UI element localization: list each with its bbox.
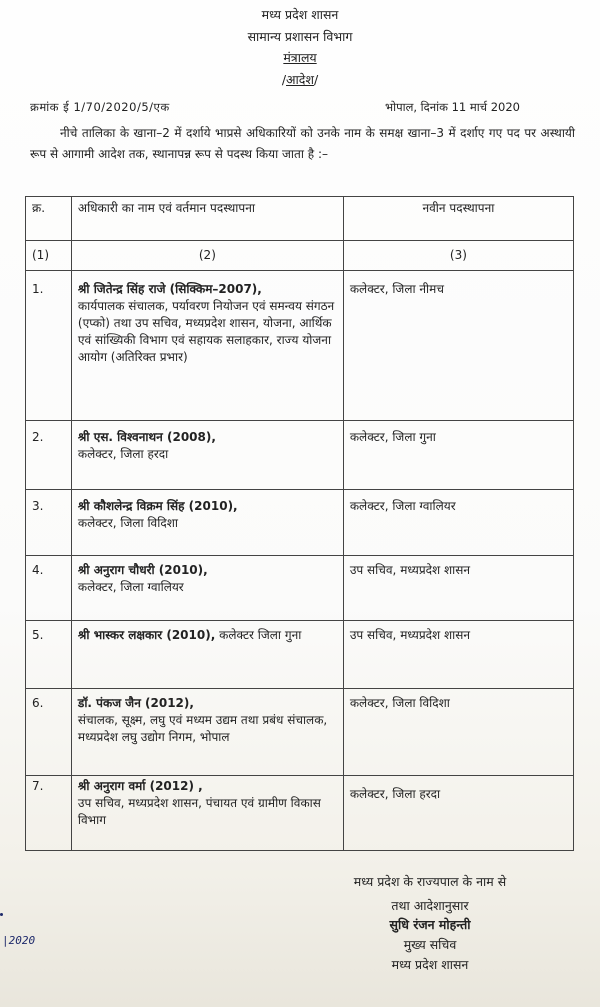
header-ministry — [0, 50, 600, 66]
table-header-row — [26, 197, 574, 241]
row-sno: 5. — [26, 621, 72, 689]
officer-name: श्री एस. विश्वनाथन (2008), — [77, 430, 216, 444]
officer-cell — [71, 556, 343, 621]
paragraph-text: नीचे तालिका के खाना–2 में दर्शाये भाप्रसे अधिकारियों को उनके नाम के समक्ष खाना–3 में दर्शाए गए पद पर अस्थायी रूप से आगामी आदेश तक, स्थानापन्न रूप से पदस्थ किया जाता है :– — [30, 126, 575, 161]
signatory-designation: मुख्य सचिव — [403, 937, 457, 952]
officer-cell — [71, 776, 343, 851]
new-posting: उप सचिव, मध्यप्रदेश शासन — [343, 556, 573, 621]
officer-name: श्री अनुराग चौधरी (2010), — [77, 563, 208, 577]
handwritten-mark — [0, 913, 3, 916]
postings-table — [25, 196, 574, 851]
officer-cell — [71, 689, 343, 776]
header-order-title — [0, 72, 600, 88]
row-sno: 4. — [26, 556, 72, 621]
current-posting: संचालक, सूक्ष्म, लघु एवं मध्यम उद्यम तथा प्रबंध संचालक, मध्यप्रदेश लघु उद्योग निगम, भोपाल — [77, 713, 328, 744]
new-posting: कलेक्टर, जिला विदिशा — [343, 689, 573, 776]
table-row — [26, 556, 574, 621]
ministry-label: मंत्रालय — [283, 50, 317, 65]
order-title: आदेश — [286, 72, 314, 87]
signature-order-line: तथा आदेशानुसार — [391, 898, 469, 913]
row-sno: 7. — [26, 776, 72, 851]
signatory-office: मध्य प्रदेश शासन — [391, 957, 469, 972]
officer-name: श्री भास्कर लक्षकार (2010), — [77, 628, 216, 642]
officer-name: श्री अनुराग वर्मा (2012) , — [77, 779, 203, 793]
new-posting: कलेक्टर, जिला हरदा — [343, 776, 573, 851]
officer-cell — [71, 621, 343, 689]
row-sno: 3. — [26, 490, 72, 556]
row-sno: 2. — [26, 421, 72, 490]
current-posting: कलेक्टर, जिला ग्वालियर — [77, 580, 184, 594]
signatory-name: सुधि रंजन मोहन्ती — [389, 917, 471, 932]
place-date: भोपाल, दिनांक 11 मार्च 2020 — [385, 100, 520, 114]
order-paragraph — [30, 123, 575, 165]
table-row — [26, 689, 574, 776]
header-new-posting: नवीन पदस्थापना — [343, 197, 573, 241]
table-row — [26, 621, 574, 689]
officer-name: श्री कौशलेन्द्र विक्रम सिंह (2010), — [77, 499, 238, 513]
slash-left: / — [281, 72, 287, 87]
header-officer: अधिकारी का नाम एवं वर्तमान पदस्थापना — [71, 197, 343, 241]
table-row — [26, 776, 574, 851]
header-department: सामान्य प्रशासन विभाग — [247, 29, 353, 44]
current-posting: कलेक्टर जिला गुना — [219, 628, 302, 642]
header-sno: क्र. — [26, 197, 72, 241]
officer-cell — [71, 271, 343, 421]
new-posting: कलेक्टर, जिला गुना — [343, 421, 573, 490]
column-number-row — [26, 241, 574, 271]
new-posting: उप सचिव, मध्यप्रदेश शासन — [343, 621, 573, 689]
officer-name: डॉ. पंकज जैन (2012), — [77, 696, 194, 710]
current-posting: कलेक्टर, जिला विदिशा — [77, 516, 178, 530]
table-row — [26, 490, 574, 556]
new-posting: कलेक्टर, जिला ग्वालियर — [343, 490, 573, 556]
new-posting: कलेक्टर, जिला नीमच — [343, 271, 573, 421]
current-posting: कलेक्टर, जिला हरदा — [77, 447, 169, 461]
signature-authority: मध्य प्रदेश के राज्यपाल के नाम से — [353, 874, 507, 889]
slash-right: / — [313, 72, 319, 87]
header-government: मध्य प्रदेश शासन — [261, 7, 339, 22]
column-number-2: (2) — [71, 241, 343, 271]
handwritten-note: |2020 — [2, 934, 36, 947]
order-number: क्रमांक ई 1/70/2020/5/एक — [30, 100, 170, 114]
table-row — [26, 271, 574, 421]
row-sno: 6. — [26, 689, 72, 776]
current-posting: उप सचिव, मध्यप्रदेश शासन, पंचायत एवं ग्रामीण विकास विभाग — [77, 796, 321, 827]
officer-cell — [71, 490, 343, 556]
column-number-3: (3) — [343, 241, 573, 271]
column-number-1: (1) — [26, 241, 72, 271]
officer-cell — [71, 421, 343, 490]
current-posting: कार्यपालक संचालक, पर्यावरण नियोजन एवं समन्वय संगठन (एप्को) तथा उप सचिव, मध्यप्रदेश शासन, योजना, आर्थिक एवं सांख्यिकी विभाग एवं सहायक सलाहकार, राज्य योजना आयोग (अतिरिक्त प्रभार) — [77, 299, 335, 364]
officer-name: श्री जितेन्द्र सिंह राजे (सिक्किम–2007), — [77, 282, 262, 296]
table-row — [26, 421, 574, 490]
row-sno: 1. — [26, 271, 72, 421]
